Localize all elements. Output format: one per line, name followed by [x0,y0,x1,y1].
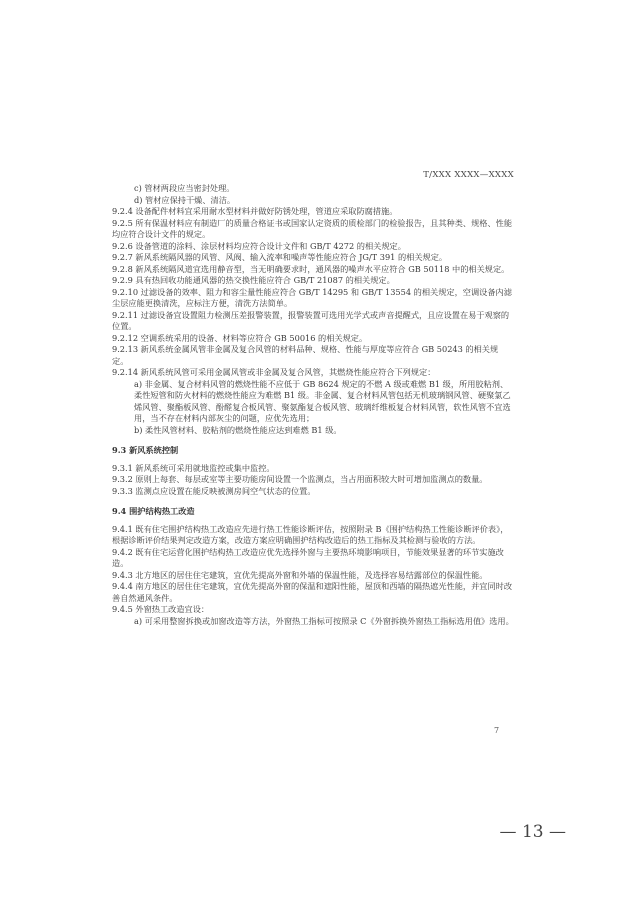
clause-9-2-14: 9.2.14 新风系统风管可采用金属风管或非金属及复合风管，其燃烧性能应符合下列规定： [112,367,436,377]
list-item: d) 管材应保持干燥、清洁。 [134,194,236,205]
clause-9-3-2: 9.3.2 原则上每套、每层或室等主要功能房间设置一个监测点，当占用面积较大时可增加监测点的数量。 [112,474,488,484]
section-heading-9-4: 9.4 围护结构热工改造 [112,506,195,516]
clause-9-2-12: 9.2.12 空调系统采用的设备、材料等应符合 GB 50016 的相关规定。 [112,332,368,343]
footer-page-number: — 13 — [499,822,566,842]
clause-9-3-1: 9.3.1 新风系统可采用就地监控或集中监控。 [112,462,275,473]
standard-code-header: T/XXX XXXX—XXXX [423,170,514,180]
clause-9-4-1: 9.4.1 既有住宅围护结构热工改造应先进行热工性能诊断评估，按照附录 B《围护结构热工性能诊断评价表》，根据诊断评价结果判定改造方案，改造方案应明确围护结构改造后的热工指标及其检测与验收的方法。 [112,523,509,545]
clause-9-2-5: 9.2.5 所有保温材料应有制造厂的质量合格证书或国家认定资质的质检部门的检验报告，且其种类、规格、性能均应符合设计文件的规定。 [112,217,513,239]
clause-9-4-3: 9.4.3 北方地区的居住住宅建筑，宜优先提高外窗和外墙的保温性能，及选择容易结露部位的保温性能。 [112,569,488,580]
clause-9-2-6: 9.2.6 设备管道的涂料、涂层材料均应符合设计文件和 GB/T 4272 的相关规定。 [112,240,406,251]
clause-9-2-13: 9.2.13 新风系统金属风管非金属及复合风管的材料品种、规格、性能与厚度等应符合 GB 50243 的相关规定。 [112,344,499,366]
clause-9-2-4: 9.2.4 设备配件材料宜采用耐水型材料并做好防锈处理，管道应采取防腐措施。 [112,206,398,216]
clause-9-2-9: 9.2.9 具有热回收功能通风器的热交换性能应符合 GB/T 21087 的相关规定。 [112,275,395,285]
clause-9-2-11: 9.2.11 过滤设备宜设置阻力检测压差报警装置，报警装置可选用光学式或声音提醒式，且应设置在易于观察的位置。 [112,309,510,331]
list-item: a) 非金属、复合材料风管的燃烧性能不应低于 GB 8624 规定的不燃 A 级或难燃 B1 级，所用胶粘剂、柔性短管和防火材料的燃烧性能应为难燃 B1 级。非金属、复合材料风管包括无机玻璃钢风管、硬聚氯乙烯风管、聚酯板风管、酚醛复合板风管、聚氨酯复合板风管、玻璃纤维板复合材料风管，软性风管不宜选用，当不存在材料内部灰尘的问题，应优先选用； [134,378,511,423]
clause-9-3-3: 9.3.3 监测点应设置在能反映被测房间空气状态的位置。 [112,485,316,496]
clause-9-4-4: 9.4.4 南方地区的居住住宅建筑，宜优先提高外窗的保温和遮阳性能，屋顶和西墙的隔热遮光性能，并宜同时改善自然通风条件。 [112,581,513,603]
clause-9-2-10: 9.2.10 过滤设备的效率、阻力和容尘量性能应符合 GB/T 14295 和 GB/T 13554 的相关规定，空调设备内滤尘层应能更换清洗，应标注方便，清洗方法简单。 [112,286,512,308]
list-item: b) 柔性风管材料、胶粘剂的燃烧性能应达到难燃 B1 级。 [134,424,342,435]
clause-9-2-7: 9.2.7 新风系统隔风器的风管、风阀、输入流率和噪声等性能应符合 JG/T 391 的相关规定。 [112,252,448,262]
list-item: c) 管材两段应当密封处理。 [134,183,235,193]
list-item: a) 可采用整窗拆换或加窗改造等方法，外窗热工指标可按照录 C《外窗拆换外窗热工指标选用值》选用。 [134,615,514,626]
clause-9-2-8: 9.2.8 新风系统隔风道宜选用静音型，当无明确要求时，通风器的噪声水平应符合 GB 50118 中的相关规定。 [112,263,510,274]
clause-9-4-5: 9.4.5 外窗热工改造宜设： [112,604,210,614]
clause-9-4-2: 9.4.2 既有住宅运营化围护结构热工改造应优先选择外窗与主要热环境影响项目，节能效果显著的环节实施改造。 [112,546,504,568]
section-heading-9-3: 9.3 新风系统控制 [112,445,179,455]
inner-page-number: 7 [494,726,500,735]
document-body [112,183,514,627]
